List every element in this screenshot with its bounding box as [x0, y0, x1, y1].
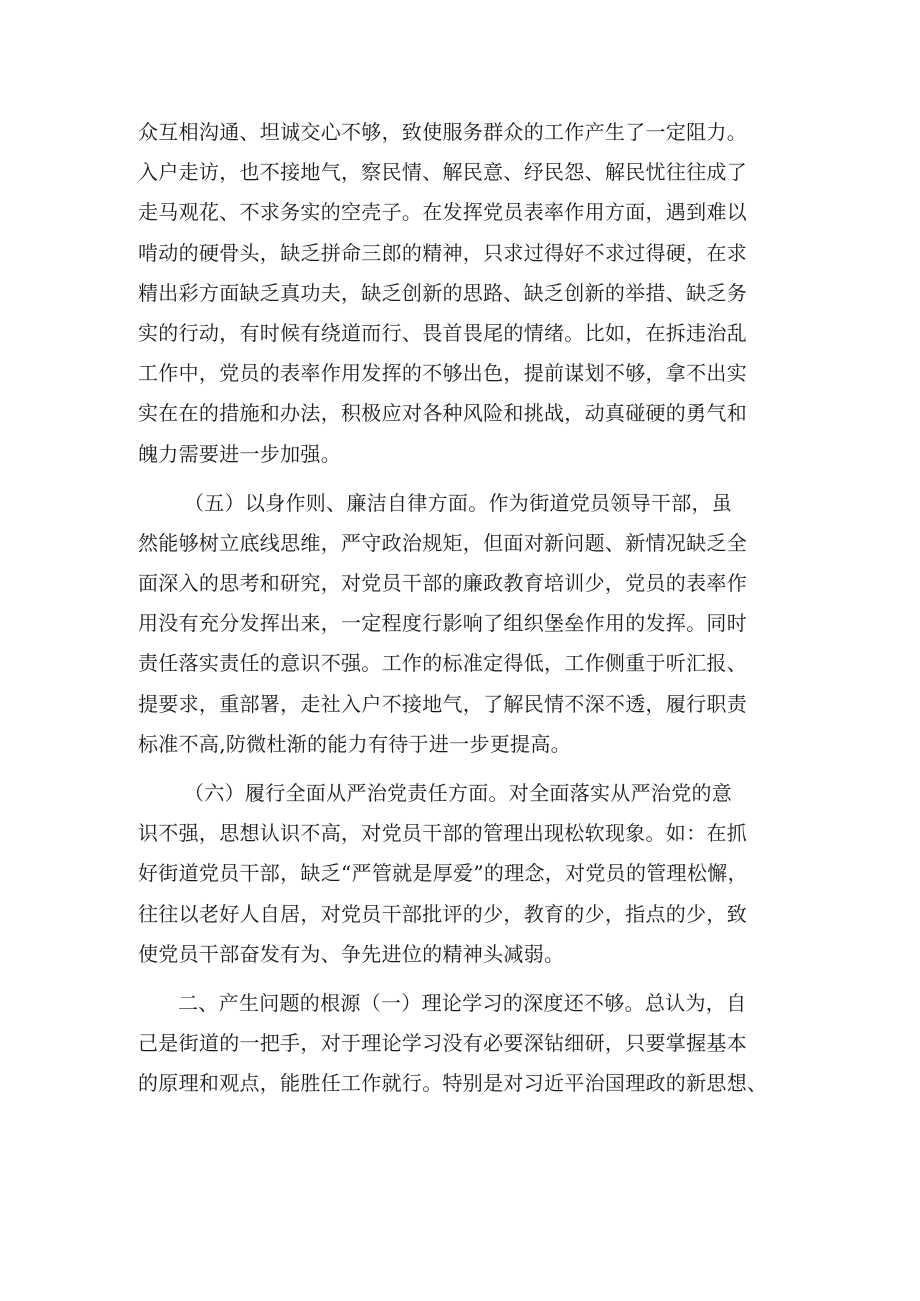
text-line: 面深入的思考和研究，对党员干部的廉政教育培训少，党员的表率作: [138, 571, 747, 596]
text-line: 责任落实责任的意识不强。工作的标准定得低，工作侧重于听汇报、: [138, 651, 747, 676]
text-line: 二、产生问题的根源（一）理论学习的深度还不够。总认为，自: [178, 990, 747, 1015]
paragraph-gap: [138, 974, 798, 983]
text-line: 实的行动，有时候有绕道而行、畏首畏尾的情绪。比如，在拆违治乱: [138, 320, 747, 345]
text-line: 往往以老好人自居，对党员干部批评的少，教育的少，指点的少，致: [138, 901, 747, 926]
text-line: 众互相沟通、坦诚交心不够，致使服务群众的工作产生了一定阻力。: [138, 120, 747, 144]
text-line: 好街道党员干部，缺乏“严管就是厚爱”的理念，对党员的管理松懈，: [138, 861, 748, 886]
document-body: [138, 112, 798, 1104]
text-line: 使党员干部奋发有为、争先进位的精神头减弱。: [138, 941, 565, 966]
text-line: 魄力需要进一步加强。: [138, 441, 341, 466]
text-line: 识不强，思想认识不高，对党员干部的管理出现松软现象。如：在抓: [138, 821, 747, 846]
text-line: 精出彩方面缺乏真功夫，缺乏创新的思路、缺乏创新的举措、缺乏务: [138, 280, 747, 305]
text-line: 提要求，重部署，走社入户不接地气，了解民情不深不透，履行职责: [138, 691, 747, 716]
paragraph-continued: [138, 112, 798, 474]
text-line: 然能够树立底线思维，严守政治规矩，但面对新问题、新情况缺乏全: [138, 530, 747, 555]
paragraph-section-five: [138, 483, 798, 764]
text-line: 走马观花、不求务实的空壳子。在发挥党员表率作用方面，遇到难以: [138, 200, 747, 225]
paragraph-root-causes: [138, 983, 798, 1104]
text-line: （六）履行全面从严治党责任方面。对全面落实从严治党的意: [184, 781, 733, 805]
text-line: 啃动的硬骨头，缺乏拼命三郎的精神，只求过得好不求过得硬，在求: [138, 240, 747, 265]
text-line: 己是街道的一把手，对于理论学习没有必要深钻细研，只要掌握基本: [138, 1031, 747, 1056]
text-line: 用没有充分发挥出来，一定程度行影响了组织堡垒作用的发挥。同时: [138, 611, 747, 636]
paragraph-gap: [138, 474, 798, 483]
text-line: 入户走访，也不接地气，察民情、解民意、纾民怨、解民忧往往成了: [138, 160, 747, 185]
text-line: 标准不高,防微杜渐的能力有待于进一步更提高。: [138, 731, 571, 756]
text-line: 实在在的措施和办法，积极应对各种风险和挑战，动真碰硬的勇气和: [138, 401, 747, 426]
paragraph-gap: [138, 764, 798, 773]
text-line: 工作中，党员的表率作用发挥的不够出色，提前谋划不够，拿不出实: [138, 361, 747, 386]
text-line: 的原理和观点，能胜任工作就行。特别是对习近平治国理政的新思想、: [138, 1071, 768, 1096]
paragraph-section-six: [138, 773, 798, 974]
text-line: （五）以身作则、廉洁自律方面。作为街道党员领导干部，虽: [184, 490, 733, 515]
